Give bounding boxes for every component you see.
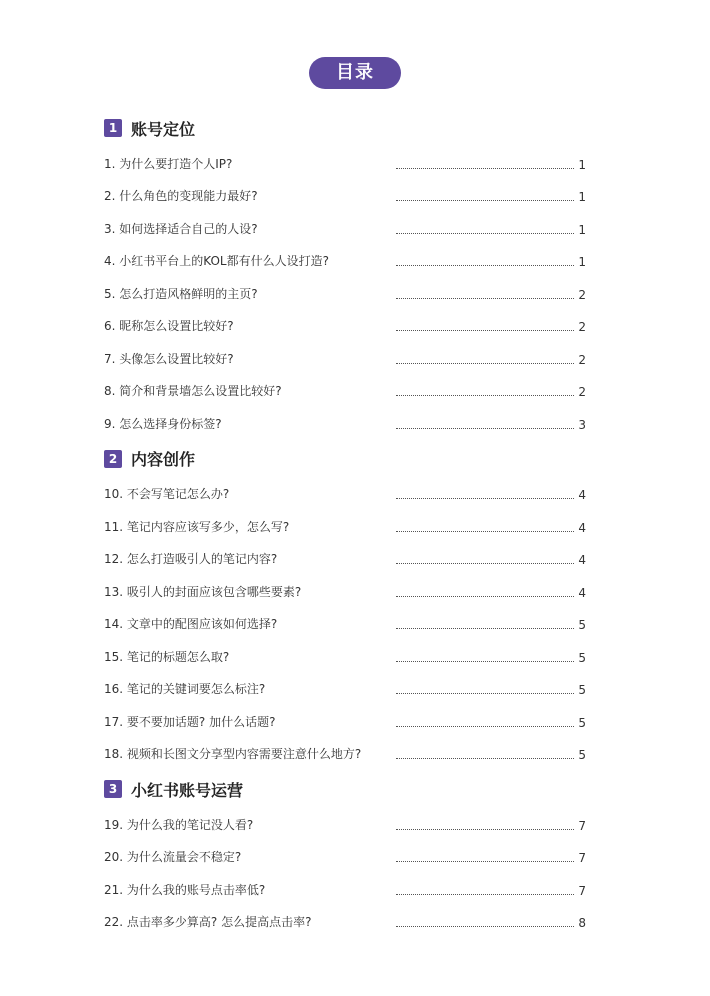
toc-entry[interactable] [104, 244, 586, 277]
toc-entry[interactable] [104, 276, 586, 309]
dot-leader [396, 362, 574, 364]
page-number: 7 [578, 851, 586, 865]
page-number: 5 [578, 748, 586, 762]
page-number: 1 [578, 222, 586, 237]
dot-leader [396, 264, 574, 266]
section-number: 3 [104, 780, 122, 798]
toc-entry[interactable] [104, 509, 586, 542]
page-number: 5 [578, 683, 586, 697]
entry-text: 19. 为什么我的笔记没人看? [104, 817, 254, 832]
entry-text: 15. 笔记的标题怎么取? [104, 649, 230, 664]
toc-entry[interactable] [104, 542, 586, 575]
entry-text: 20. 为什么流量会不稳定? [104, 850, 242, 864]
entry-text: 8. 简介和背景墙怎么设置比较好? [104, 384, 282, 398]
page-number: 7 [578, 883, 586, 898]
dot-leader [396, 757, 574, 759]
dot-leader [396, 297, 574, 299]
entry-text: 10. 不会写笔记怎么办? [104, 487, 230, 501]
dot-leader [396, 660, 574, 662]
dot-leader [396, 232, 574, 234]
entry-text: 11. 笔记内容应该写多少，怎么写? [104, 519, 290, 534]
page-number: 3 [578, 417, 586, 432]
toc-entry[interactable] [104, 905, 586, 938]
section-title: 内容创作 [131, 450, 196, 469]
entry-text: 13. 吸引人的封面应该包含哪些要素? [104, 584, 302, 599]
page-number: 1 [578, 157, 586, 172]
entry-text: 17. 要不要加话题? 加什么话题? [104, 714, 276, 729]
dot-leader [396, 925, 574, 927]
section-number: 2 [104, 450, 122, 468]
page-number: 1 [578, 190, 586, 204]
table-of-contents [104, 108, 586, 937]
page-number: 5 [578, 715, 586, 730]
page-number: 2 [578, 320, 586, 334]
entry-text: 14. 文章中的配图应该如何选择? [104, 617, 278, 631]
page-number: 4 [578, 488, 586, 502]
toc-entry[interactable] [104, 607, 586, 640]
toc-entry[interactable] [104, 341, 586, 374]
page-number: 7 [578, 818, 586, 833]
toc-entry[interactable] [104, 179, 586, 212]
entry-text: 9. 怎么选择身份标签? [104, 416, 222, 431]
dot-leader [396, 828, 574, 830]
toc-entry[interactable] [104, 872, 586, 905]
page-number: 8 [578, 916, 586, 930]
toc-entry[interactable] [104, 146, 586, 179]
entry-text: 18. 视频和长图文分享型内容需要注意什么地方? [104, 747, 362, 761]
entry-text: 22. 点击率多少算高? 怎么提高点击率? [104, 915, 312, 929]
dot-leader [396, 394, 574, 396]
toc-entry[interactable] [104, 737, 586, 770]
entry-text: 6. 昵称怎么设置比较好? [104, 319, 234, 333]
dot-leader [396, 329, 574, 331]
toc-entry[interactable] [104, 639, 586, 672]
page-number: 2 [578, 287, 586, 302]
dot-leader [396, 595, 574, 597]
dot-leader [396, 497, 574, 499]
dot-leader [396, 199, 574, 201]
section-title: 账号定位 [131, 119, 196, 139]
dot-leader [396, 627, 574, 629]
dot-leader [396, 692, 574, 694]
section-header [104, 114, 586, 142]
dot-leader [396, 562, 574, 564]
toc-title: 目录 [309, 57, 401, 89]
toc-entry[interactable] [104, 704, 586, 737]
toc-entry[interactable] [104, 672, 586, 705]
page-number: 2 [578, 385, 586, 399]
section-title: 小红书账号运营 [131, 780, 244, 800]
dot-leader [396, 167, 574, 169]
page-number: 5 [578, 618, 586, 632]
toc-entry[interactable] [104, 477, 586, 510]
section-header [104, 445, 586, 473]
toc-entry[interactable] [104, 840, 586, 873]
dot-leader [396, 860, 574, 862]
toc-entry[interactable] [104, 807, 586, 840]
entry-text: 21. 为什么我的账号点击率低? [104, 882, 266, 897]
dot-leader [396, 725, 574, 727]
entry-text: 12. 怎么打造吸引人的笔记内容? [104, 552, 278, 566]
entry-text: 5. 怎么打造风格鲜明的主页? [104, 286, 258, 301]
page-number: 5 [578, 650, 586, 665]
page-number: 4 [578, 585, 586, 600]
page-number: 4 [578, 520, 586, 535]
section-header [104, 775, 586, 803]
entry-text: 4. 小红书平台上的KOL都有什么人设打造? [104, 254, 329, 268]
toc-entry[interactable] [104, 211, 586, 244]
toc-entry[interactable] [104, 406, 586, 439]
toc-entry[interactable] [104, 574, 586, 607]
entry-text: 7. 头像怎么设置比较好? [104, 351, 234, 366]
entry-text: 3. 如何选择适合自己的人设? [104, 221, 258, 236]
entry-text: 1. 为什么要打造个人IP? [104, 156, 233, 171]
toc-entry[interactable] [104, 309, 586, 342]
page-number: 1 [578, 255, 586, 269]
dot-leader [396, 530, 574, 532]
entry-text: 2. 什么角色的变现能力最好? [104, 189, 258, 203]
page-number: 2 [578, 352, 586, 367]
dot-leader [396, 427, 574, 429]
section-number: 1 [104, 119, 122, 137]
toc-entry[interactable] [104, 374, 586, 407]
dot-leader [396, 893, 574, 895]
page-number: 4 [578, 553, 586, 567]
entry-text: 16. 笔记的关键词要怎么标注? [104, 682, 266, 696]
